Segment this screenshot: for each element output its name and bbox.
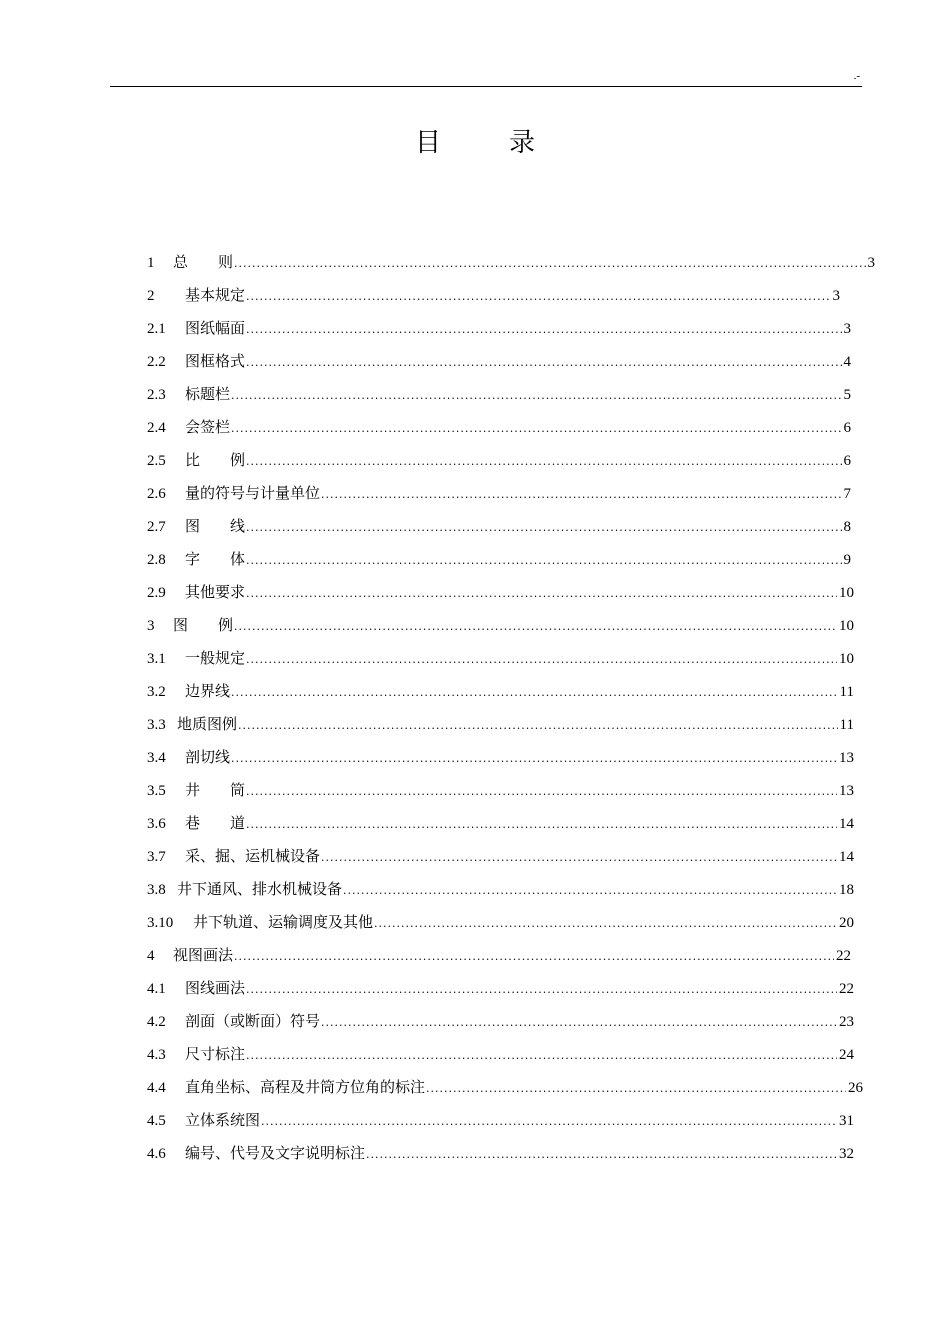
toc-entry-title: 图 例 [173,616,234,634]
toc-dot-leader [246,352,841,374]
toc-entry[interactable] [147,449,851,471]
toc-entry-page: 20 [839,915,854,931]
toc-entry-page: 31 [839,1113,854,1129]
toc-dot-leader [343,880,837,902]
toc-entry[interactable] [147,977,854,999]
toc-entry[interactable] [147,515,851,537]
toc-entry-page: 6 [843,420,851,436]
toc-entry-title: 图线画法 [185,979,246,997]
toc-entry-page: 22 [836,948,851,964]
toc-dot-leader [246,286,830,308]
toc-entry-page: 24 [839,1047,854,1063]
toc-entry-title: 剖面（或断面）符号 [185,1012,321,1030]
header-mark: .- [853,70,860,82]
toc-entry-title: 井 筒 [185,781,246,799]
toc-dot-leader [246,649,837,671]
toc-entry-number: 2.1 [147,321,166,337]
toc-entry-title: 字 体 [185,550,246,568]
toc-entry-page: 18 [839,882,854,898]
toc-entry[interactable] [147,383,851,405]
toc-entry-title: 地质图例 [177,715,238,733]
toc-entry[interactable] [147,614,854,636]
toc-dot-leader [246,319,841,341]
toc-entry-number: 3.6 [147,816,166,832]
toc-title: 目录 [414,128,603,158]
toc-entry-page: 9 [843,552,851,568]
toc-entry[interactable] [147,812,854,834]
toc-entry[interactable] [147,416,851,438]
toc-entry-page: 10 [839,651,854,667]
toc-entry-number: 3 [147,618,155,634]
toc-dot-leader [246,583,837,605]
toc-entry-number: 2.7 [147,519,166,535]
toc-entry-number: 4.2 [147,1014,166,1030]
toc-entry-page: 3 [832,288,840,304]
toc-entry[interactable] [147,680,854,702]
toc-entry[interactable] [147,482,851,504]
toc-entry-title: 边界线 [185,682,231,700]
toc-entry[interactable] [147,746,854,768]
toc-dot-leader [261,1111,837,1133]
toc-entry-page: 7 [843,486,851,502]
toc-entry[interactable] [147,1076,863,1098]
toc-entry-title: 图 线 [185,517,246,535]
toc-entry-number: 4.6 [147,1146,166,1162]
toc-dot-leader [231,418,841,440]
toc-entry-title: 直角坐标、高程及井筒方位角的标注 [185,1078,426,1096]
toc-entry-number: 4 [147,948,155,964]
toc-entry-number: 3.2 [147,684,166,700]
toc-entry-page: 5 [843,387,851,403]
toc-entry-title: 编号、代号及文字说明标注 [185,1144,366,1162]
toc-entry[interactable] [147,779,854,801]
toc-dot-leader [366,1144,837,1166]
toc-entry[interactable] [147,251,875,273]
toc-dot-leader [246,517,841,539]
toc-entry-number: 4.1 [147,981,166,997]
toc-entry[interactable] [147,911,854,933]
toc-entry-number: 4.5 [147,1113,166,1129]
toc-entry[interactable] [147,581,854,603]
toc-entry-number: 2.3 [147,387,166,403]
toc-entry-number: 3.7 [147,849,166,865]
toc-entry-page: 6 [843,453,851,469]
toc-entry-title: 比 例 [185,451,246,469]
header-rule [110,86,862,87]
toc-entry[interactable] [147,878,854,900]
toc-dot-leader [246,550,841,572]
toc-entry[interactable] [147,284,840,306]
toc-entry-number: 3.3 [147,717,166,733]
toc-entry-title: 其他要求 [185,583,246,601]
toc-dot-leader [238,715,838,737]
toc-dot-leader [426,1078,846,1100]
toc-entry[interactable] [147,317,851,339]
toc-entry-title: 总 则 [173,253,234,271]
toc-entry-page: 26 [848,1080,863,1096]
toc-dot-leader [246,451,841,473]
toc-entry-number: 3.5 [147,783,166,799]
toc-dot-leader [246,814,837,836]
toc-entry-number: 2.8 [147,552,166,568]
toc-entry-page: 32 [839,1146,854,1162]
toc-entry-title: 图纸幅面 [185,319,246,337]
toc-entry-number: 2.6 [147,486,166,502]
toc-dot-leader [321,847,837,869]
toc-entry[interactable] [147,1010,854,1032]
toc-entry-page: 11 [839,717,854,733]
toc-entry-title: 标题栏 [185,385,231,403]
toc-entry-title: 一般规定 [185,649,246,667]
toc-dot-leader [246,781,837,803]
toc-dot-leader [231,385,841,407]
toc-entry[interactable] [147,845,854,867]
toc-entry-page: 14 [839,849,854,865]
toc-entry-page: 10 [839,585,854,601]
toc-entry[interactable] [147,647,854,669]
toc-entry-page: 4 [843,354,851,370]
toc-dot-leader [234,616,837,638]
toc-entry-number: 2.9 [147,585,166,601]
toc-entry-title: 尺寸标注 [185,1045,246,1063]
toc-entry[interactable] [147,548,851,570]
toc-entry-page: 13 [839,783,854,799]
toc-dot-leader [234,253,865,275]
toc-entry-title: 井下轨道、运输调度及其他 [193,913,374,931]
toc-entry-page: 13 [839,750,854,766]
toc-entry-page: 3 [867,255,875,271]
toc-entry-number: 3.10 [147,915,174,931]
toc-entry-page: 23 [839,1014,854,1030]
toc-entry-number: 3.8 [147,882,166,898]
toc-entry-page: 3 [843,321,851,337]
toc-dot-leader [321,484,841,506]
toc-entry-title: 井下通风、排水机械设备 [177,880,343,898]
toc-entry-number: 2.2 [147,354,166,370]
toc-entry-title: 巷 道 [185,814,246,832]
toc-dot-leader [246,1045,837,1067]
toc-entry[interactable] [147,1109,854,1131]
toc-entry-title: 基本规定 [185,286,246,304]
toc-entry-title: 立体系统图 [185,1111,261,1129]
toc-entry-number: 4.4 [147,1080,166,1096]
toc-entry-page: 22 [839,981,854,997]
toc-dot-leader [231,682,838,704]
toc-entry-title: 剖切线 [185,748,231,766]
toc-entry-number: 4.3 [147,1047,166,1063]
toc-entry[interactable] [147,944,851,966]
toc-entry-number: 2.5 [147,453,166,469]
toc-entry-number: 2 [147,288,155,304]
toc-entry-page: 11 [839,684,854,700]
toc-dot-leader [234,946,834,968]
toc-entry-number: 3.1 [147,651,166,667]
toc-dot-leader [374,913,837,935]
toc-dot-leader [246,979,837,1001]
toc-dot-leader [231,748,837,770]
toc-entry[interactable] [147,1043,854,1065]
toc-entry-page: 10 [839,618,854,634]
toc-entry-title: 图框格式 [185,352,246,370]
toc-entry[interactable] [147,1142,854,1164]
toc-entry[interactable] [147,350,851,372]
toc-dot-leader [321,1012,837,1034]
toc-entry-title: 视图画法 [173,946,234,964]
toc-entry-title: 量的符号与计量单位 [185,484,321,502]
toc-entry[interactable] [147,713,854,735]
toc-entry-number: 2.4 [147,420,166,436]
toc-entry-page: 14 [839,816,854,832]
toc-entry-title: 采、掘、运机械设备 [185,847,321,865]
toc-entry-title: 会签栏 [185,418,231,436]
toc-entry-number: 3.4 [147,750,166,766]
toc-entry-number: 1 [147,255,155,271]
toc-entry-page: 8 [843,519,851,535]
